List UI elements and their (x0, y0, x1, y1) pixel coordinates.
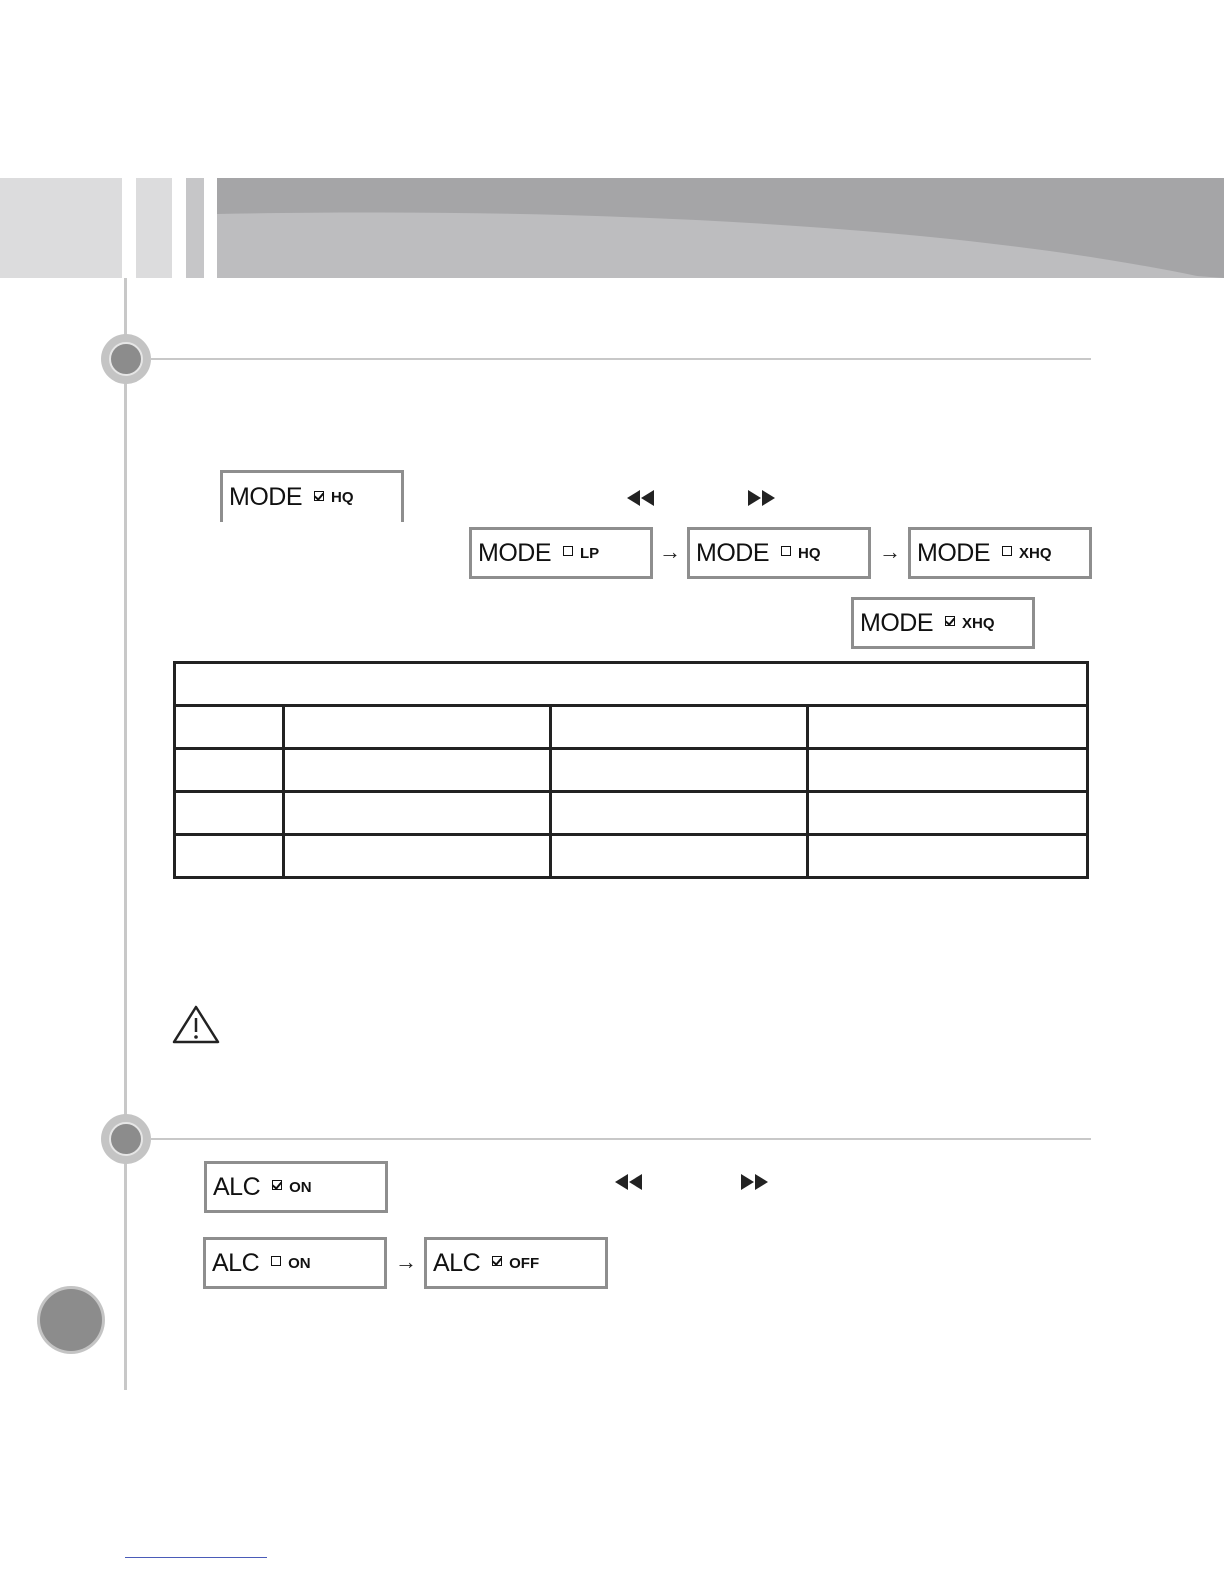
lcd-value: XHQ (1019, 544, 1052, 562)
table-cell (808, 749, 1088, 792)
table-title-cell (175, 663, 1088, 706)
unchecked-box-icon (1002, 546, 1012, 556)
lcd-label: MODE (229, 483, 302, 511)
mode-table (173, 661, 1089, 879)
alc-current-display (204, 1161, 388, 1213)
fast-forward-icon (747, 489, 777, 507)
lcd-label: ALC (212, 1248, 260, 1277)
warning-icon (172, 1004, 220, 1044)
lcd-value: ON (289, 1178, 312, 1196)
section-marker-icon (101, 334, 151, 384)
header-banner (217, 178, 1224, 278)
table-cell (551, 749, 808, 792)
unchecked-box-icon (271, 1256, 281, 1266)
vertical-rule (124, 278, 127, 1390)
table-cell (175, 749, 284, 792)
arrow-icon: → (395, 1249, 417, 1274)
checked-box-icon (945, 616, 955, 626)
table-row (175, 835, 1088, 878)
table-row (175, 706, 1088, 749)
table-cell (551, 792, 808, 835)
table-cell (175, 792, 284, 835)
lcd-value: LP (580, 544, 600, 562)
table-cell (284, 749, 551, 792)
unchecked-box-icon (781, 546, 791, 556)
fast-forward-icon (740, 1173, 770, 1191)
mode-current-display (220, 470, 404, 522)
arrow-icon: → (659, 539, 681, 564)
lcd-value: XHQ (962, 614, 995, 632)
header-banner-block (136, 178, 172, 278)
lcd-label: MODE (860, 608, 933, 637)
table-cell (284, 835, 551, 878)
table-cell (808, 706, 1088, 749)
lcd-value: OFF (509, 1254, 540, 1272)
header-banner-block (186, 178, 204, 278)
footer-link-underline (125, 1557, 267, 1558)
mode-xhq-selected-display (851, 597, 1035, 649)
table-row (175, 792, 1088, 835)
section-divider (150, 1138, 1091, 1140)
table-cell (175, 835, 284, 878)
checked-box-icon (314, 491, 324, 501)
alc-off-display (424, 1237, 608, 1289)
table-cell (808, 835, 1088, 878)
checked-box-icon (272, 1180, 282, 1190)
rewind-icon (614, 1173, 644, 1191)
lcd-value: HQ (798, 544, 821, 562)
lcd-value: ON (288, 1254, 311, 1272)
mode-xhq-display (908, 527, 1092, 579)
lcd-label: MODE (696, 538, 769, 567)
rewind-icon (626, 489, 656, 507)
table-cell (175, 706, 284, 749)
table-cell (551, 706, 808, 749)
table-cell (808, 792, 1088, 835)
unchecked-box-icon (563, 546, 573, 556)
mode-lp-display (469, 527, 653, 579)
table-cell (284, 792, 551, 835)
arrow-icon: → (879, 539, 901, 564)
lcd-label: MODE (478, 538, 551, 567)
header-swoosh (217, 178, 1224, 278)
table-cell (284, 706, 551, 749)
lcd-value: HQ (331, 489, 354, 506)
section-divider (150, 358, 1091, 360)
lcd-label: ALC (213, 1172, 261, 1201)
lcd-label: ALC (433, 1248, 481, 1277)
page-number-marker (40, 1289, 102, 1351)
alc-on-display (203, 1237, 387, 1289)
header-banner-block (0, 178, 122, 278)
lcd-label: MODE (917, 538, 990, 567)
table-row (175, 749, 1088, 792)
section-marker-icon (101, 1114, 151, 1164)
table-cell (551, 835, 808, 878)
mode-hq-display (687, 527, 871, 579)
checked-box-icon (492, 1256, 502, 1266)
